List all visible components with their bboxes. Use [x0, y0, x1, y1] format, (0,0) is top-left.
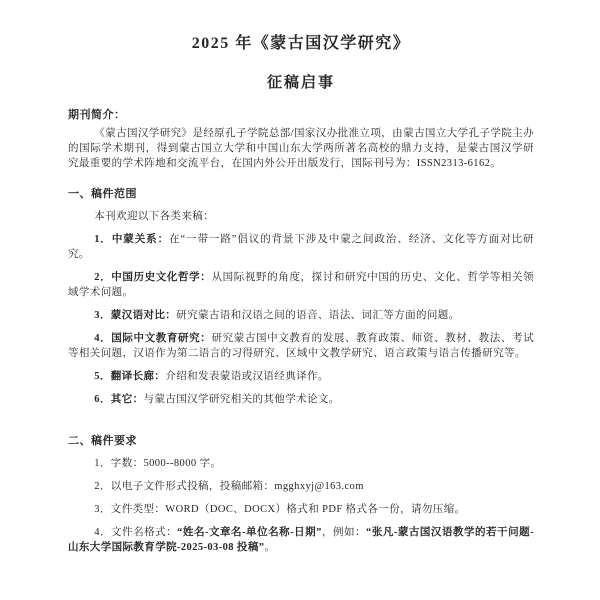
requirement-item-1: 1．字数：5000--8000 字。 — [94, 458, 222, 469]
scope-item-1 — [68, 232, 534, 262]
scope-item-2-label: 2．中国历史文化哲学： — [94, 272, 212, 283]
requirement-item-2: 2．以电子文件形式投稿，投稿邮箱：mgghxyj@163.com — [94, 481, 364, 492]
scope-item-5 — [68, 369, 534, 384]
requirement-item-4-format: “姓名-文章名-单位名称-日期” — [177, 527, 322, 538]
scope-item-6 — [68, 392, 534, 407]
scope-item-4 — [68, 331, 534, 361]
scope-item-2 — [68, 270, 534, 300]
intro-heading: 期刊简介： — [68, 109, 126, 121]
scope-item-3 — [68, 308, 534, 323]
scope-item-3-label: 3．蒙汉语对比： — [94, 310, 177, 321]
section1-lead: 本刊欢迎以下各类来稿： — [94, 211, 215, 222]
requirement-item-4-suffix: 。 — [264, 542, 276, 553]
scope-item-1-text: 在“一带一路”倡议的背景下涉及中蒙之间政治、经济、文化等方面对比研究。 — [68, 234, 534, 260]
scope-item-3-text: 研究蒙古语和汉语之间的语音、语法、词汇等方面的问题。 — [176, 310, 460, 321]
document-subtitle: 征稿启事 — [266, 75, 335, 91]
scope-item-1-label: 1．中蒙关系： — [94, 234, 170, 245]
scope-item-6-text: 与蒙古国汉学研究相关的其他学术论文。 — [143, 394, 340, 405]
scope-item-6-label: 6．其它： — [94, 394, 144, 405]
requirement-item-4 — [68, 525, 534, 555]
requirement-item-4-mid: ，例如： — [321, 527, 367, 538]
section2-heading: 二、稿件要求 — [68, 435, 137, 447]
scope-item-4-text: 研究蒙古国中文教育的发展、教育政策、师资、教材、教法、考试等相关问题，汉语作为第二语言的习得研究、区域中文教学研究、语言政策与语言传播研究等。 — [68, 333, 534, 359]
requirement-item-4-example: “张凡-蒙古国汉语教学的若干问题-山东大学国际教育学院-2025-03-08 投稿” — [68, 527, 534, 553]
intro-paragraph: 《蒙古国汉学研究》是经原孔子学院总部/国家汉办批准立项，由蒙古国立大学孔子学院主办的国际学术期刊，得到蒙古国立大学和中国山东大学两所著名高校的鼎力支持，是蒙古国汉学研究最重要的学术阵地和交流平台，在国内外公开出版发行，国际刊号为：ISSN2313-6162。 — [68, 128, 534, 169]
scope-item-5-label: 5．翻译长廊： — [94, 371, 166, 382]
requirement-item-4-prefix: 4．文件名格式： — [94, 527, 178, 538]
scope-item-5-text: 介绍和发表蒙语或汉语经典译作。 — [165, 371, 329, 382]
scope-item-4-label: 4．国际中文教育研究： — [94, 333, 212, 344]
section1-heading: 一、稿件范围 — [68, 188, 137, 200]
scope-item-2-text: 从国际视野的角度，探讨和研究中国的历史、文化、哲学等相关领域学术问题。 — [68, 272, 534, 298]
requirement-item-3: 3．文件类型：WORD（DOC、DOCX）格式和 PDF 格式各一份，请勿压缩。 — [94, 504, 466, 515]
document-title: 2025 年《蒙古国汉学研究》 — [191, 35, 411, 52]
